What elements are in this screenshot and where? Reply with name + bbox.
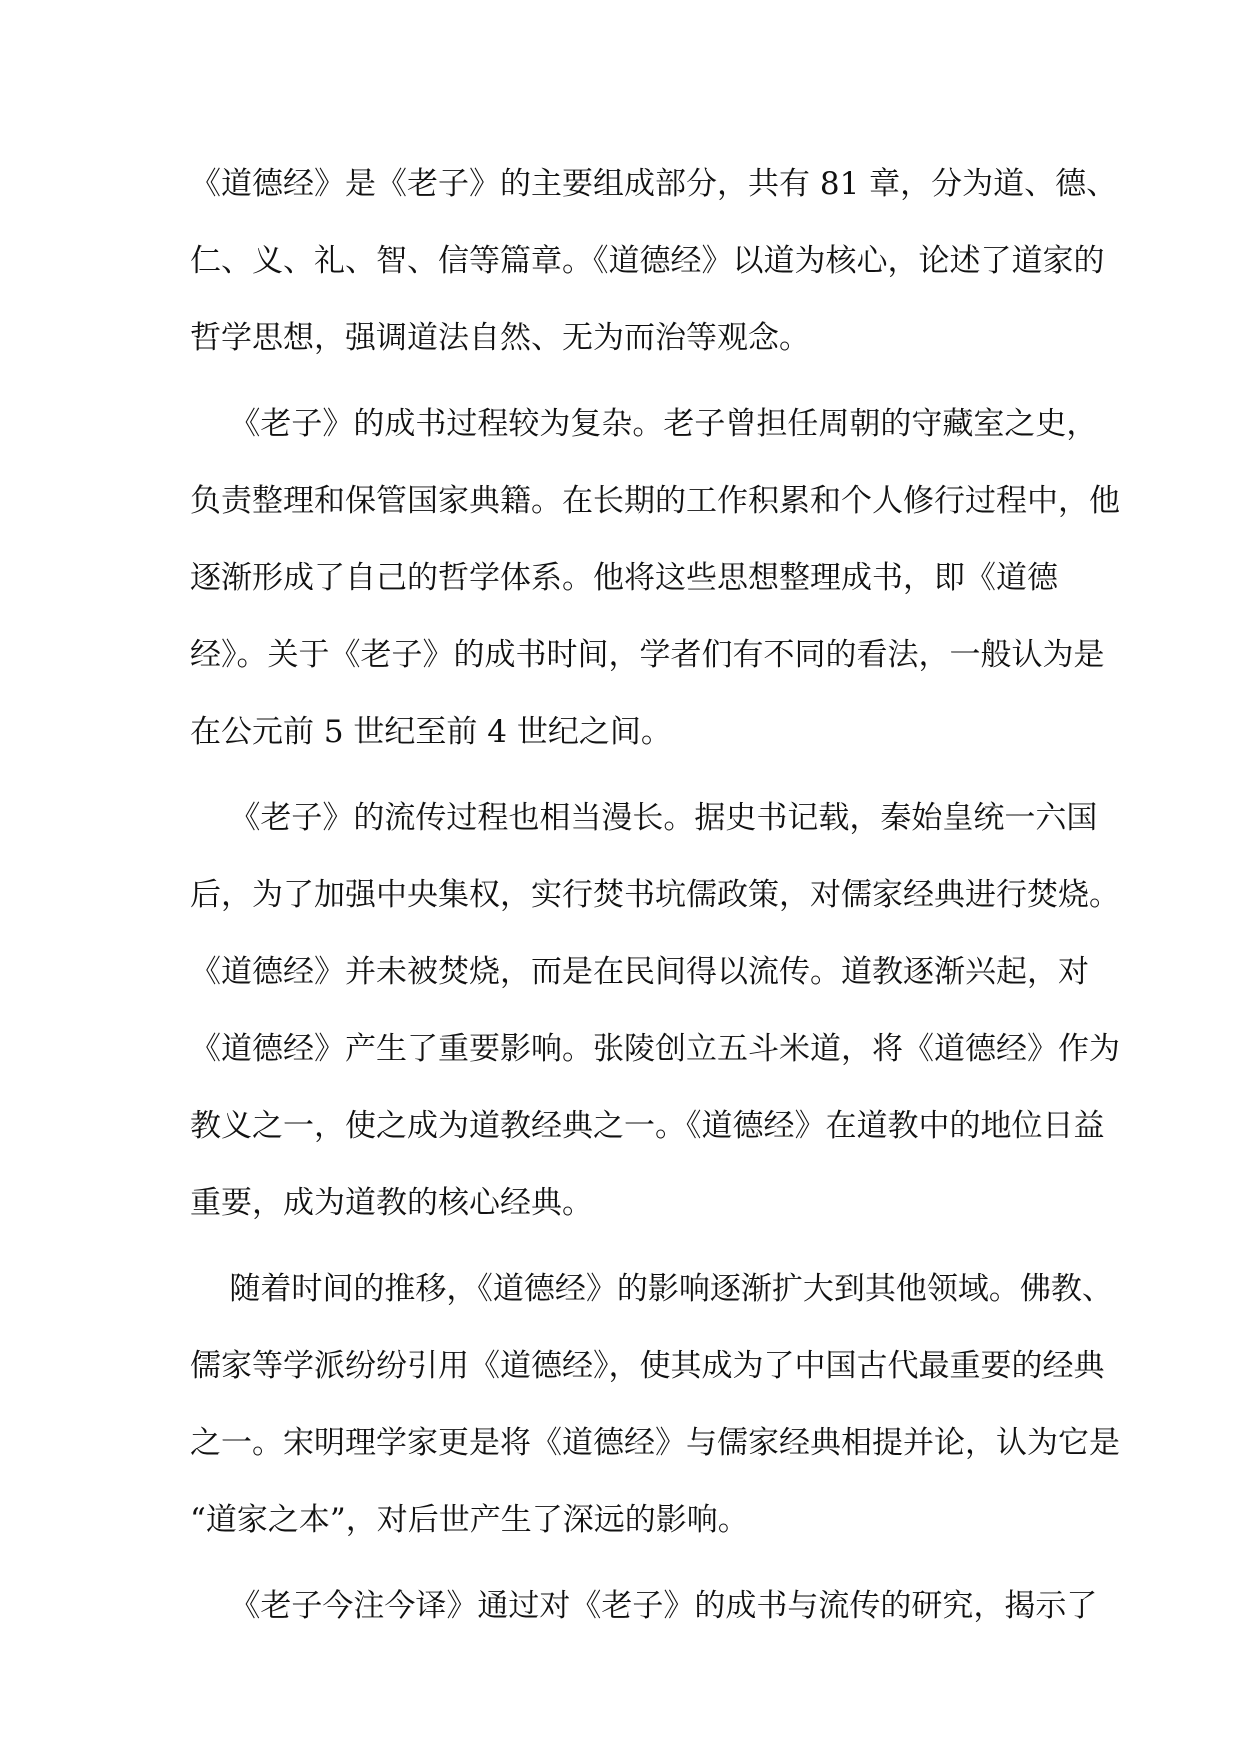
text-line: 后，为了加强中央集权，实行焚书坑儒政策，对儒家经典进行焚烧。 <box>190 877 1120 913</box>
text-line: 《老子》的成书过程较为复杂。老子曾担任周朝的守藏室之史， <box>190 406 1098 442</box>
text-line: 之一。宋明理学家更是将《道德经》与儒家经典相提并论，认为它是 <box>190 1425 1120 1461</box>
text-line: 重要，成为道教的核心经典。 <box>190 1185 593 1221</box>
text-line: 在公元前 5 世纪至前 4 世纪之间。 <box>190 714 672 750</box>
text-line: 《老子今注今译》通过对《老子》的成书与流传的研究，揭示了 <box>190 1588 1098 1624</box>
text-line: 儒家等学派纷纷引用《道德经》，使其成为了中国古代最重要的经典 <box>190 1348 1105 1384</box>
text-line: 哲学思想，强调道法自然、无为而治等观念。 <box>190 320 810 356</box>
text-line: 逐渐形成了自己的哲学体系。他将这些思想整理成书，即《道德 <box>190 560 1058 596</box>
text-line: 经》。关于《老子》的成书时间，学者们有不同的看法，一般认为是 <box>190 637 1105 673</box>
paragraph-gap <box>190 1242 1060 1251</box>
text-line: 《道德经》产生了重要影响。张陵创立五斗米道，将《道德经》作为 <box>190 1031 1120 1067</box>
text-line: “道家之本”，对后世产生了深远的影响。 <box>190 1502 749 1538</box>
text-line: 随着时间的推移，《道德经》的影响逐渐扩大到其他领域。佛教、 <box>190 1271 1113 1307</box>
body-text <box>190 146 1120 1645</box>
text-line: 《道德经》是《老子》的主要组成部分，共有 81 章，分为道、德、 <box>190 166 1118 202</box>
paragraph-gap <box>190 377 1060 386</box>
paragraph-gap <box>190 771 1060 780</box>
text-line: 负责整理和保管国家典籍。在长期的工作积累和个人修行过程中，他 <box>190 483 1120 519</box>
text-line: 《老子》的流传过程也相当漫长。据史书记载，秦始皇统一六国 <box>190 800 1098 836</box>
text-line: 仁、义、礼、智、信等篇章。《道德经》以道为核心，论述了道家的 <box>190 243 1105 279</box>
text-line: 教义之一，使之成为道教经典之一。《道德经》在道教中的地位日益 <box>190 1108 1105 1144</box>
text-line: 《道德经》并未被焚烧，而是在民间得以流传。道教逐渐兴起，对 <box>190 954 1089 990</box>
paragraph-gap <box>190 1559 1060 1568</box>
